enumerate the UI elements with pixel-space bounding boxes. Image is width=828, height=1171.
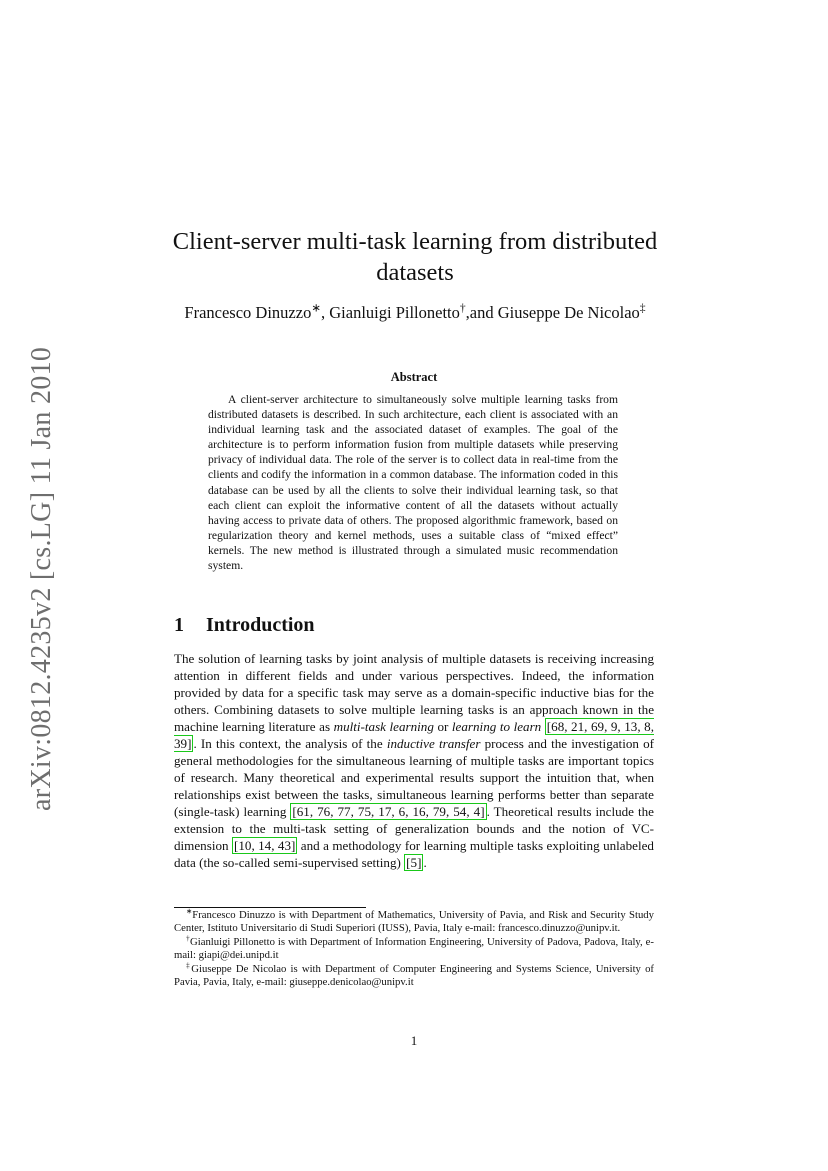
introduction-paragraph	[174, 650, 654, 871]
citation-link-group-4[interactable]: [5]	[406, 855, 422, 870]
intro-text: .	[423, 855, 427, 870]
intro-text: or	[433, 719, 452, 734]
abstract-heading: Abstract	[390, 370, 438, 384]
term-inductive-transfer: inductive transfer	[386, 736, 481, 751]
footnote-3	[174, 960, 654, 990]
term-learning-to-learn: learning to learn	[451, 719, 542, 734]
section-title: Introduction	[206, 614, 315, 636]
arxiv-identifier-stamp: arXiv:0812.4235v2 [cs.LG] 11 Jan 2010	[26, 346, 57, 811]
author-list	[120, 303, 710, 323]
title-line-1: Client-server multi-task learning from distributed	[172, 228, 658, 255]
author-mark-3[interactable]: ‡	[639, 302, 646, 315]
page-number: 1	[410, 1033, 418, 1048]
footnote-mark-1: ∗	[186, 906, 193, 916]
section-number: 1	[174, 614, 184, 636]
title-line-2: datasets	[376, 259, 454, 286]
author-de-nicolao: ,and Giuseppe De Nicolao	[465, 303, 640, 322]
footnote-text: Giuseppe De Nicolao is with Department of Computer Engineering and Systems Science, University of Pavia, Pavia, Italy, e-mail: giuseppe.denicolao@unipv.it	[174, 962, 654, 989]
footnotes	[174, 906, 654, 989]
footnote-2	[174, 933, 654, 963]
footnote-1	[174, 906, 654, 936]
abstract-text: A client-server architecture to simultaneously solve multiple learning tasks from distributed datasets is described. In such architecture, each client is associated with an individual learning task and the associated dataset of examples. The goal of the architecture is to perform information fusion from multiple datasets while preserving privacy of individual data. The role of the server is to collect data in real-time from the clients and codify the information in a common database. The information coded in this database can be used by all the clients to solve their individual learning task, so that each client can exploit the informative content of all the datasets without actually having access to private data of others. The proposed algorithmic framework, based on regularization theory and kernel methods, uses a suitable class of “mixed effect” kernels. The new method is illustrated through a simulated music recommendation system.	[208, 393, 618, 573]
intro-text: and a methodology for learning multiple tasks exploiting unlabeled data (the so-called semi-supervised setting)	[174, 838, 654, 870]
intro-text: process and the investigation of general methodologies for the simultaneous learning of multiple tasks are important topics of research. Many theoretical and experimental results support the intuition that, when relationships exist between the tasks, simultaneous learning performs better than separate (single-task) learning	[174, 736, 654, 819]
footnote-rule	[174, 907, 366, 908]
citation-link-group-2[interactable]: [61, 76, 77, 75, 17, 6, 16, 79, 54, 4]	[292, 804, 485, 819]
intro-text: . In this context, the analysis of the	[193, 736, 387, 751]
citation-link-group-3[interactable]: [10, 14, 43]	[233, 838, 296, 853]
author-dinuzzo: Francesco Dinuzzo	[184, 303, 312, 322]
section-heading-introduction	[174, 614, 574, 637]
citation-link-group-1[interactable]: [68, 21, 69, 9, 13, 8, 39]	[174, 719, 654, 751]
term-multitask-learning: multi-task learning	[333, 719, 434, 734]
paper-title	[150, 226, 680, 288]
footnote-text: Francesco Dinuzzo is with Department of Mathematics, University of Pavia, and Risk and Security Study Center, Istituto Universitario di Studi Superiori (IUSS), Pavia, Italy e-mail: francesco.dinuzzo@unipv.it.	[174, 909, 654, 935]
intro-text: . Theoretical results include the extension to the multi-task setting of generalization bounds and the notion of VC-dimension	[174, 804, 654, 853]
intro-text: The solution of learning tasks by joint analysis of multiple datasets is receiving increasing attention in different fields and under various perspectives. Indeed, the information provided by data for a specific task may serve as a domain-specific inductive bias for the others. Combining datasets to solve multiple learning tasks is an approach known in the machine learning literature as	[174, 651, 654, 734]
author-mark-1[interactable]: ∗	[311, 302, 322, 315]
author-pillonetto: , Gianluigi Pillonetto	[321, 303, 460, 322]
footnote-text: Gianluigi Pillonetto is with Department of Information Engineering, University of Padova, Padova, Italy, e-mail: giapi@dei.unipd.it	[174, 935, 654, 962]
author-mark-2[interactable]: †	[459, 302, 466, 315]
footnote-mark-2: †	[186, 933, 191, 943]
footnote-mark-3: ‡	[186, 960, 192, 970]
